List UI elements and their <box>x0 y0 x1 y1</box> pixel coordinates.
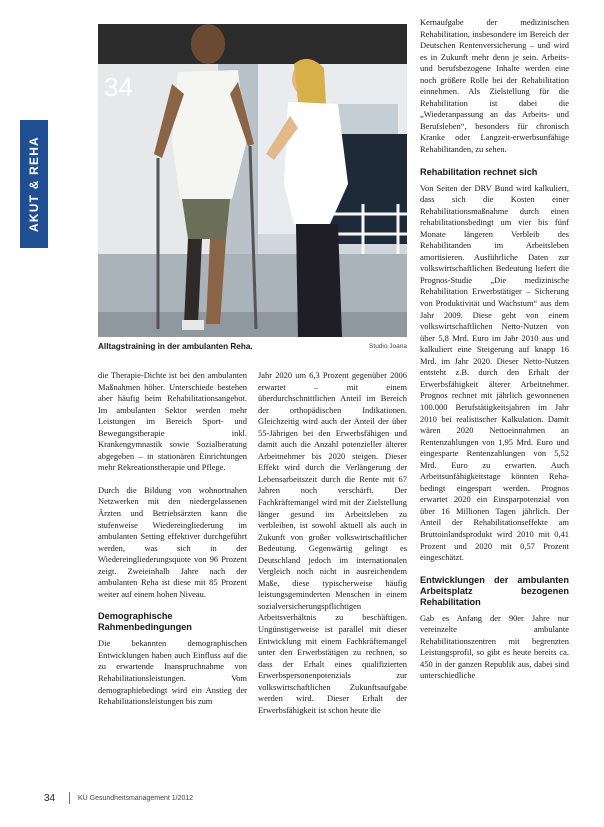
section-heading: Rehabilitation rechnet sich <box>420 166 538 177</box>
page-number: 34 <box>44 793 56 804</box>
section-heading: Demographische Rahmenbedingungen <box>98 611 192 633</box>
section-tab <box>20 120 48 248</box>
paragraph: die Therapie-Dichte ist bei den ambulanten Maßnahmen höher. Unterschiede bestehen aber häufig beim Rehabilitationsangebot. Im ambulanten Sektor werden mehr Leistungen im Bereich Sport- und Bewegungstherapie inkl. Krankengymnastik sowie Sozialberatung abgegeben – in stationären Einrichtungen mehr Rekreationstherapie und Pflege. <box>98 370 247 473</box>
article-column-1 <box>98 370 247 805</box>
paragraph: Gab es Anfang der 90er Jahre nur vereinzelte ambulante Rehabilitationszentren mit begrenzten Leistungsprofil, so gibt es heute bereits ca. 450 in der ganzen Republik aus, dabei sind unterschiedliche <box>420 612 569 681</box>
article-column-2 <box>258 370 407 805</box>
paragraph: Durch die Bildung von wohnortnahen Netzwerken mit den niedergelassenen Ärzten und Betriebsärzten kann die stufenweise Wiedereingliederung im ambulanten Setting effektiver durchgeführt werden, was sich in der Wiedereingliederungsquote von 96 Prozent zeigt. Zweieinhalb Jahre nach der ambulanten Reha ist diese mit 85 Prozent weiter auf einem hohen Niveau. <box>98 484 247 599</box>
photo-credit: Studio Joana <box>369 343 407 350</box>
photo-caption <box>98 342 407 356</box>
caption-text: Alltagstraining in der ambulanten Reha. <box>98 342 253 351</box>
section-heading: Entwicklungen der ambulanten Arbeitsplatz bezogenen Rehabilitation <box>420 574 569 607</box>
article-photo <box>98 24 407 337</box>
article-column-3 <box>420 17 569 807</box>
paragraph: Von Seiten der DRV Bund wird kalkuliert, dass sich die Kosten einer Rehabilitationsmaßnahme durch einen rehabilitationsbedingt um vier bis fünf Monate längeren Verbleib des Rehabilitanden im Arbeitsleben amortisieren. Ausführliche Daten zur volkswirtschaftlichen Bedeutung liefert die Prognos-Studie „Die medizinische Rehabilitation Erwerbstätiger – Sicherung von Produktivität und Wachstum“ aus dem Jahr 2009. Diese geht von einem volkswirtschaftlichen Netto-Nutzen von über 5,8 Mrd. Euro im Jahr 2010 aus und kalkuliert eine Steigerung auf knapp 16 Mrd. im Jahr 2020. Dieser Netto-Nutzen entsteht z.B. durch den Erhalt der Erwerbsfähigkeit älterer Arbeitnehmer. Prognos rechnet mit jährlich gewonnenen 100.000 Berufstätigkeitsjahren im Jahr 2010 bei realistischer Kalkulation. Damit wären 2020 Nettoeinnahmen an Rentenzahlungen von 1,95 Mrd. Euro und eingesparte Rentenzahlungen von 5,52 Mrd. Euro zu erwarten. Auch Arbeitsunfähigkeitstage könnten Reha-bedingt eingespart werden. Prognos erwartet 2020 ein Einsparpotenzial von über 16 Millionen Tagen jährlich. Der Anteil der Rehabilitationseffekte am Bruttoinlandsprodukt wird 2010 mit 0,41 Prozent und 2020 mit 0,57 Prozent eingeschätzt. <box>420 182 569 563</box>
rehab-training-photo <box>98 24 407 337</box>
page-footer <box>44 793 564 807</box>
paragraph: Kernaufgabe der medizinischen Rehabilitation, insbesondere im Bereich der Deutschen Rentenversicherung – und wird es in Zukunft mehr denn je sein. Arbeits- und berufsbezogene Inhalte werden eine noch größere Rolle bei der Rehabilitation einnehmen. Als Zielstellung für die Rehabilitation ist dabei die „Wiederanpassung an das Arbeits- und Berufsleben“, besonders für chronisch Kranke oder Langzeit-erwerbsunfähige Rehabilitanden, zu sehen. <box>420 17 569 155</box>
paragraph: Jahr 2020 um 6,3 Prozent gegenüber 2006 erwartet – mit einem überdurchschnittlichen Anteil im Bereich der orthopädischen Indikationen. Gleichzeitig wird auch der Anteil der über 55-Jährigen bei den Erwerbsfähigen und damit auch die Anzahl potenzieller älterer Arbeitnehmer bis 2020 steigen. Dieser Effekt wird durch die Verlängerung der Lebensarbeitszeit durch die Rente mit 67 Jahren noch verschärft. Der Fachkräftemangel wird mit der Zielstellung länger gesund im Arbeitsleben zu verbleiben, ist sowohl aktuell als auch in Zukunft von großer volkswirtschaftlicher Bedeutung. Gegenwärtig gelingt es Deutschland jedoch im internationalen Vergleich noch nicht in ausreichendem Maße, diese typischerweise häufig leistungsgeminderten Menschen in einem sozialversicherungspflichtigen Arbeitsverhältnis zu beschäftigen. Ungünstigerweise ist parallel mit dieser Entwicklung mit einem Fachkräftemangel unter den Erwerbstätigen zu rechnen, so dass der Erhalt eines qualifizierten Erwerbspersonenpotenzials zur volkswirtschaftlichen Zukunftsaufgabe werden wird. Dieser Erhalt der Erwerbsfähigkeit ist schon heute die <box>258 370 407 715</box>
magazine-name: KU Gesundheitsmanagement 1/2012 <box>78 795 194 802</box>
paragraph: Die bekannten demographischen Entwicklungen haben auch Einfluss auf die zu erwartende Inanspruchnahme von Rehabilitationsleistungen. Vom demographiebedingt wird ein Anstieg der Rehabilitationsleistungen bis zum <box>98 638 247 707</box>
building-number: 34 <box>104 72 133 102</box>
section-tab-label: AKUT & REHA <box>27 136 41 232</box>
footer-divider <box>69 792 70 804</box>
